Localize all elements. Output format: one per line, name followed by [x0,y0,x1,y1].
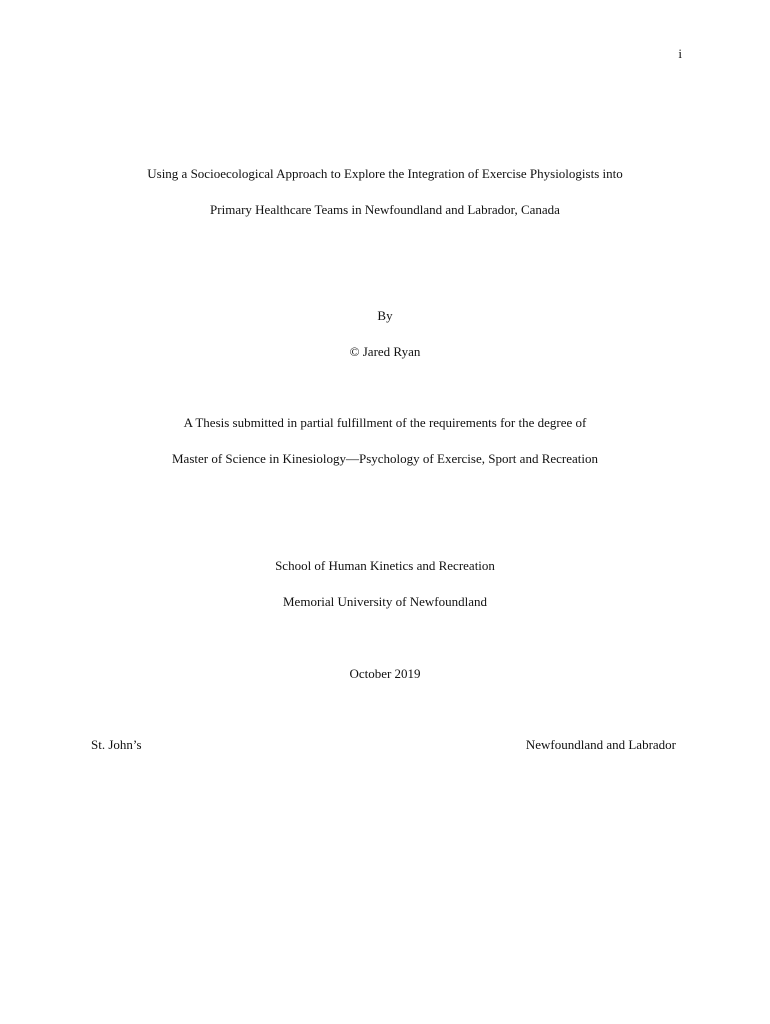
title-line-1: Using a Socioecological Approach to Explore the Integration of Exercise Physiologists into [147,166,623,181]
city: St. John’s [91,737,142,752]
page-number: i [678,46,682,61]
submission-line-2: Master of Science in Kinesiology—Psychology of Exercise, Sport and Recreation [171,451,598,466]
by-label: By [377,308,393,323]
submission-date: October 2019 [349,666,421,681]
submission-line-1: A Thesis submitted in partial fulfillment of the requirements for the degree of [183,415,587,430]
author-name: © Jared Ryan [349,344,421,359]
province: Newfoundland and Labrador [525,737,676,752]
university-name: Memorial University of Newfoundland [283,594,487,609]
title-line-2: Primary Healthcare Teams in Newfoundland and Labrador, Canada [210,202,560,217]
school-name: School of Human Kinetics and Recreation [275,558,495,573]
